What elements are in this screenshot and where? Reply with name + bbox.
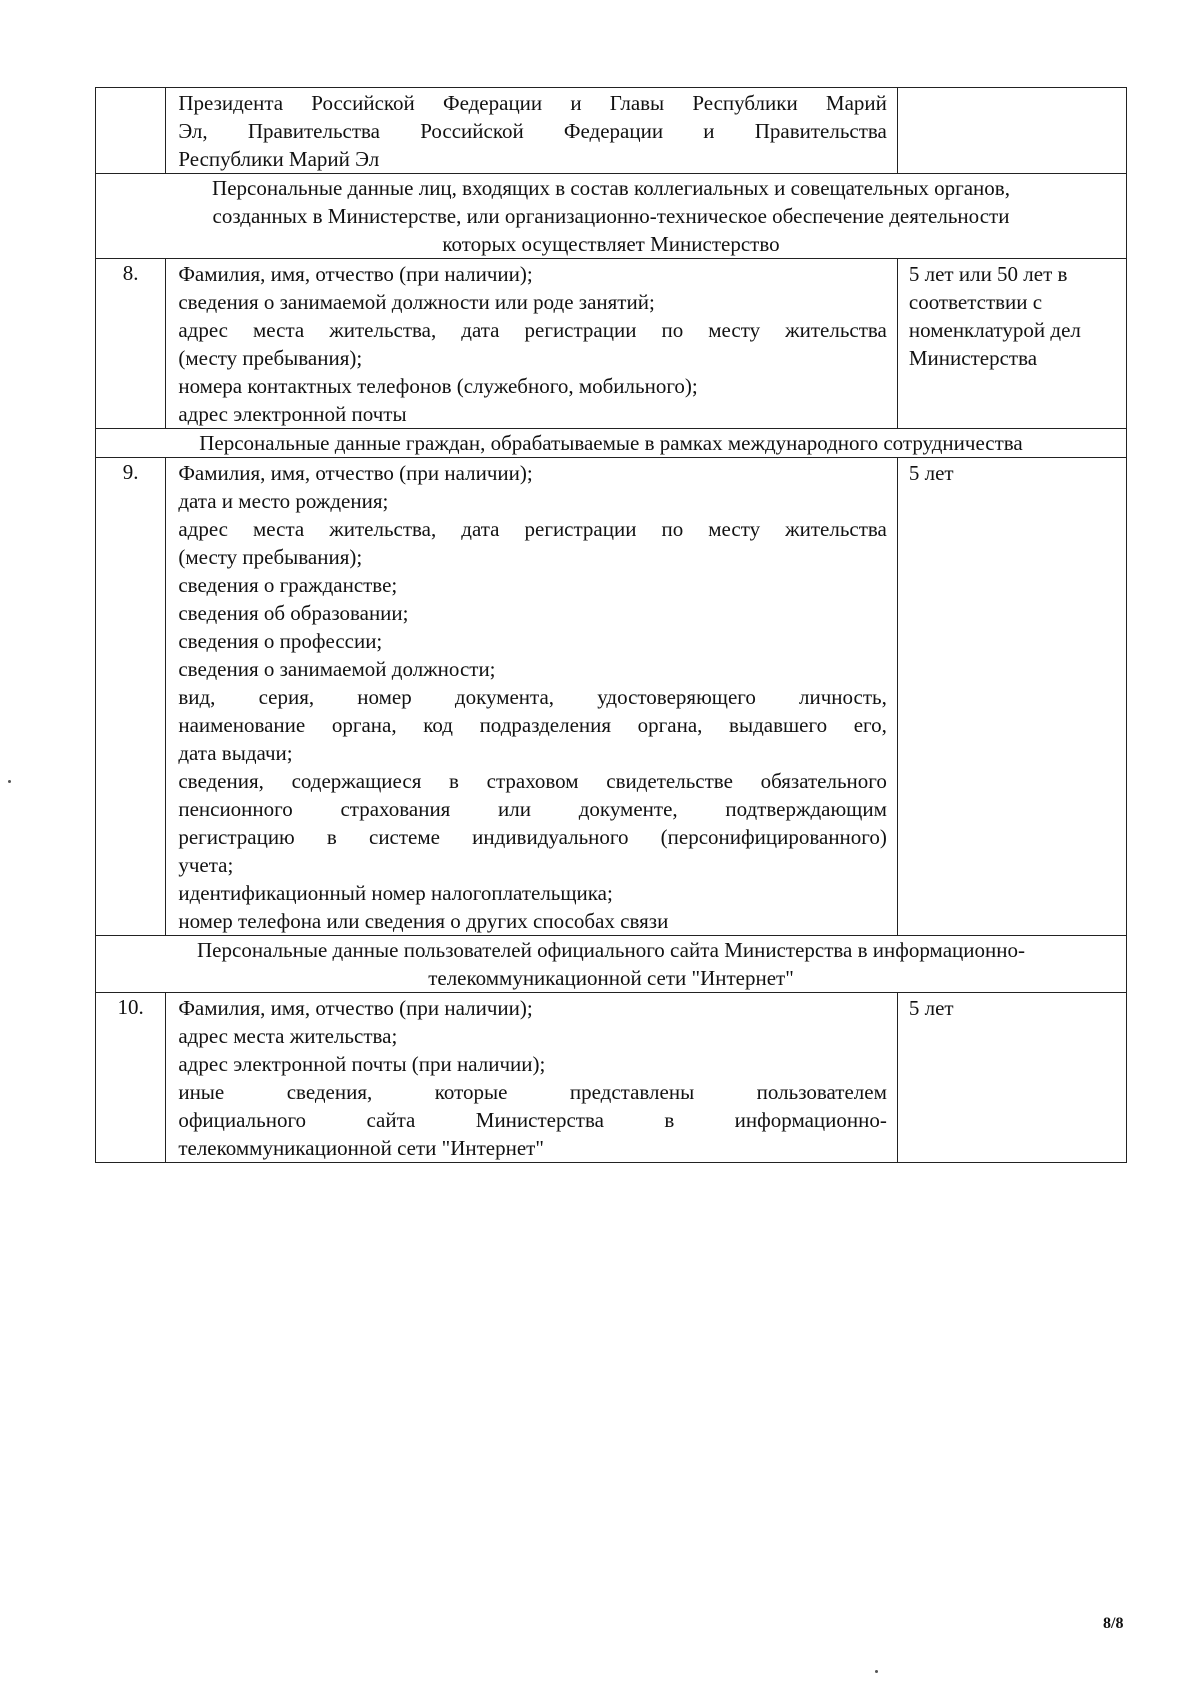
section-header-line: которых осуществляет Министерство bbox=[442, 232, 780, 256]
data-list-line: сведения о занимаемой должности или роде занятий; bbox=[178, 290, 655, 314]
data-list-line: сведения о профессии; bbox=[178, 629, 383, 653]
personal-data-table bbox=[95, 87, 1127, 1163]
data-list-line: дата и место рождения; bbox=[178, 489, 389, 513]
section-header-line: Персональные данные пользователей официального сайта Министерства в информационно- bbox=[197, 938, 1025, 962]
table-row bbox=[96, 993, 1127, 1163]
data-list-line: дата выдачи; bbox=[178, 741, 293, 765]
retention-term-line: 5 лет или 50 лет в bbox=[908, 262, 1068, 286]
data-list-line: сведения, содержащиеся в страховом свидетельстве обязательного bbox=[178, 769, 887, 793]
data-list-line: адрес места жительства; bbox=[178, 1024, 398, 1048]
data-list-line: идентификационный номер налогоплательщика; bbox=[178, 881, 613, 905]
data-list-line: телекоммуникационной сети "Интернет" bbox=[178, 1136, 544, 1160]
section-header-line: созданных в Министерстве, или организационно-техническое обеспечение деятельности bbox=[212, 204, 1010, 228]
data-list-line: сведения о гражданстве; bbox=[178, 573, 398, 597]
data-list-cell bbox=[166, 458, 898, 936]
data-list-line: Фамилия, имя, отчество (при наличии); bbox=[178, 262, 533, 286]
section-header-row bbox=[96, 429, 1127, 458]
section-header-row bbox=[96, 936, 1127, 993]
item-number: 9. bbox=[96, 458, 166, 936]
table-row bbox=[96, 259, 1127, 429]
table-body bbox=[96, 88, 1127, 1163]
data-list-line: (месту пребывания); bbox=[178, 346, 363, 370]
data-list-line: учета; bbox=[178, 853, 234, 877]
retention-term-cell bbox=[897, 88, 1126, 174]
table-row bbox=[96, 458, 1127, 936]
data-list-line: адрес места жительства, дата регистрации по месту жительства bbox=[178, 517, 887, 541]
data-list-line: официального сайта Министерства в информационно- bbox=[178, 1108, 887, 1132]
retention-term-line: 5 лет bbox=[908, 996, 954, 1020]
data-list-line: Республики Марий Эл bbox=[178, 147, 380, 171]
data-list-line: иные сведения, которые представлены пользователем bbox=[178, 1080, 887, 1104]
data-list-line: номера контактных телефонов (служебного, мобильного); bbox=[178, 374, 698, 398]
data-list-line: Фамилия, имя, отчество (при наличии); bbox=[178, 461, 533, 485]
data-list-line: Президента Российской Федерации и Главы Республики Марий bbox=[178, 91, 887, 115]
section-header-line: Персональные данные граждан, обрабатываемые в рамках международного сотрудничества bbox=[199, 431, 1023, 455]
item-number: 8. bbox=[96, 259, 166, 429]
data-list-line: сведения об образовании; bbox=[178, 601, 409, 625]
retention-term-line: номенклатурой дел bbox=[908, 318, 1081, 342]
retention-term-cell bbox=[897, 458, 1126, 936]
section-header-line: Персональные данные лиц, входящих в состав коллегиальных и совещательных органов, bbox=[212, 176, 1010, 200]
item-number bbox=[96, 88, 166, 174]
retention-term-line: 5 лет bbox=[908, 461, 954, 485]
data-list-line: Фамилия, имя, отчество (при наличии); bbox=[178, 996, 533, 1020]
data-list-line: адрес электронной почты (при наличии); bbox=[178, 1052, 546, 1076]
item-number: 10. bbox=[96, 993, 166, 1163]
data-list-cell bbox=[166, 88, 898, 174]
data-list-line: регистрацию в системе индивидуального (персонифицированного) bbox=[178, 825, 887, 849]
section-header-row bbox=[96, 174, 1127, 259]
data-list-cell bbox=[166, 993, 898, 1163]
data-list-line: сведения о занимаемой должности; bbox=[178, 657, 496, 681]
data-list-line: номер телефона или сведения о других способах связи bbox=[178, 909, 669, 933]
data-list-line: пенсионного страхования или документе, подтверждающим bbox=[178, 797, 887, 821]
scan-speck bbox=[875, 1670, 878, 1673]
section-header bbox=[96, 936, 1127, 993]
data-list-line: адрес электронной почты bbox=[178, 402, 407, 426]
data-list-cell bbox=[166, 259, 898, 429]
data-list-line: (месту пребывания); bbox=[178, 545, 363, 569]
retention-term-cell bbox=[897, 993, 1126, 1163]
data-list-line: наименование органа, код подразделения органа, выдавшего его, bbox=[178, 713, 887, 737]
data-list-line: адрес места жительства, дата регистрации по месту жительства bbox=[178, 318, 887, 342]
retention-term-line: соответствии с bbox=[908, 290, 1043, 314]
section-header-line: телекоммуникационной сети "Интернет" bbox=[428, 966, 794, 990]
page-number: 8/8 bbox=[1103, 1615, 1124, 1632]
section-header bbox=[96, 429, 1127, 458]
data-list-line: вид, серия, номер документа, удостоверяющего личность, bbox=[178, 685, 887, 709]
data-list-line: Эл, Правительства Российской Федерации и Правительства bbox=[178, 119, 887, 143]
scan-speck bbox=[8, 780, 11, 783]
retention-term-cell bbox=[897, 259, 1126, 429]
retention-term-line: Министерства bbox=[908, 346, 1038, 370]
section-header bbox=[96, 174, 1127, 259]
table-row bbox=[96, 88, 1127, 174]
